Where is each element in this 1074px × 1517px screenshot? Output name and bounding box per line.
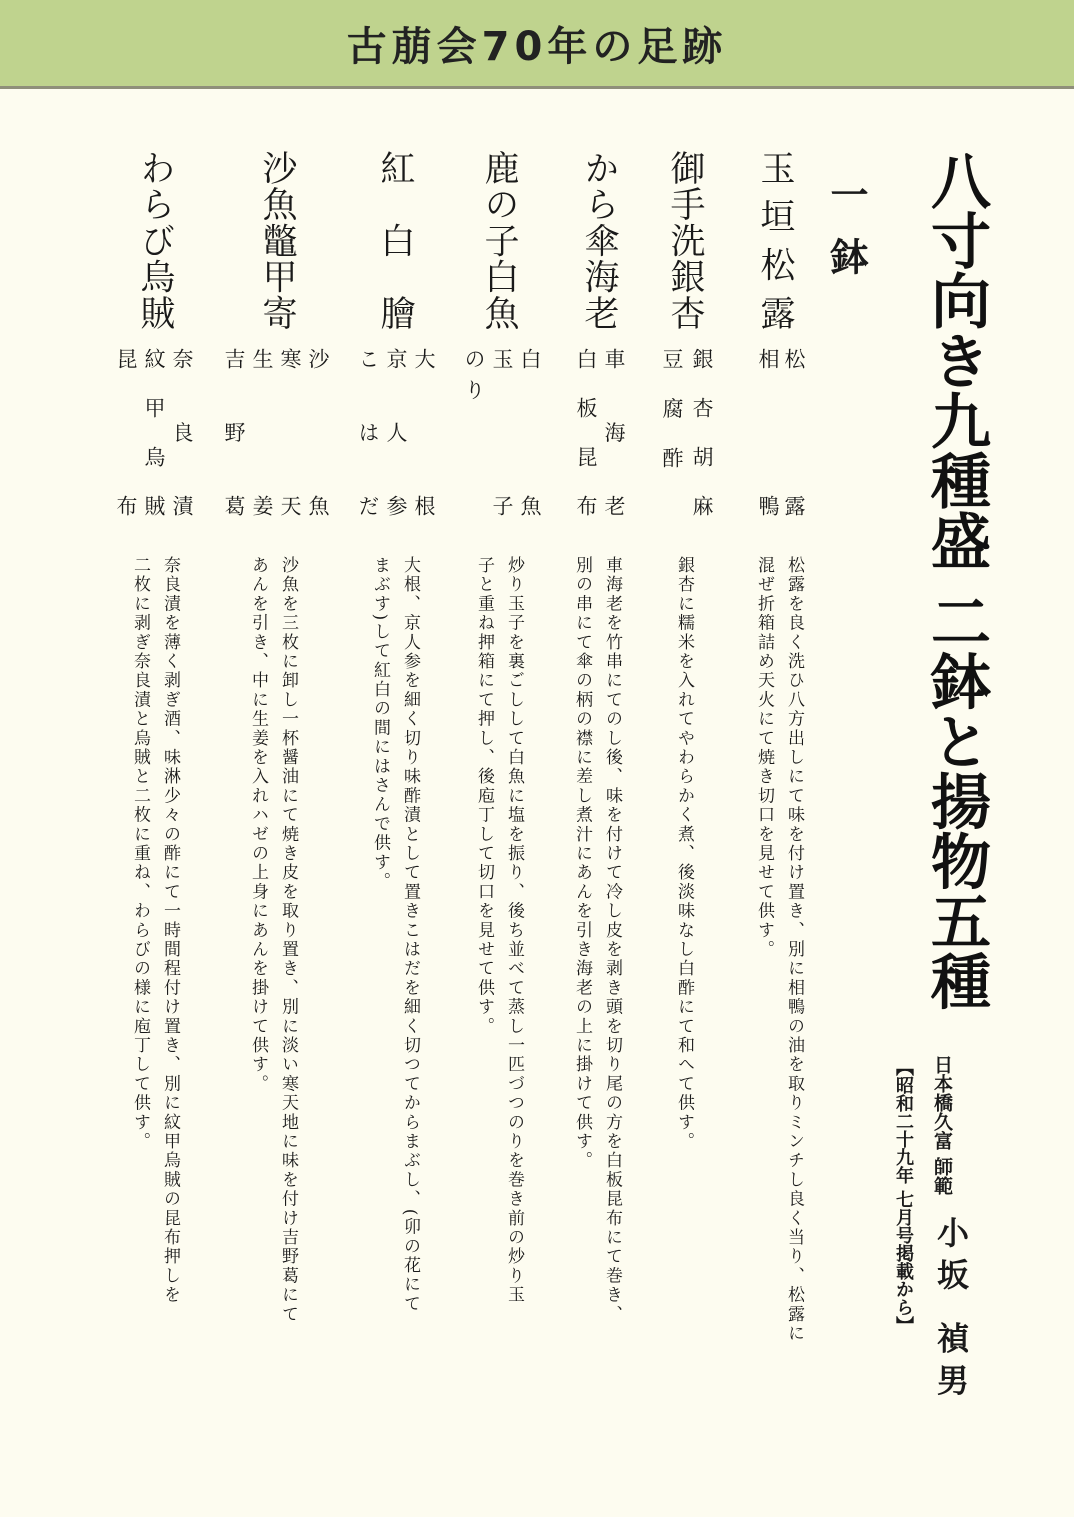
description-line: 松露を良く洗ひ八方出しにて味を付け置き、別に相鴨の油を取りミンチし良く当り、松露に bbox=[784, 556, 804, 1344]
dish-name: 御手洗銀杏 bbox=[665, 150, 705, 330]
ingredient: 紋甲烏賊 bbox=[142, 348, 166, 516]
dish-name: 玉垣松露 bbox=[755, 150, 795, 330]
ingredient: こはだ bbox=[356, 348, 380, 516]
dish-name: 沙魚鼈甲寄 bbox=[257, 150, 297, 330]
author-role: 日本橋久富 師範 bbox=[931, 1055, 953, 1195]
description-line: 炒り玉子を裏ごしして白魚に塩を振り、後ち並べて蒸し一匹づつのりを巻き前の炒り玉 bbox=[504, 556, 524, 1305]
banner-title: 古萠会70年の足跡 bbox=[346, 23, 728, 70]
description-line: 別の串にて傘の柄の襟に差し煮汁にあんを引き海老の上に掛けて供す。 bbox=[572, 556, 592, 1171]
ingredient: 相鴨 bbox=[756, 348, 780, 516]
dish-name: わらび烏賊 bbox=[135, 150, 175, 330]
ingredient: 銀杏胡麻 bbox=[690, 348, 714, 516]
description-line: 沙魚を三枚に卸し一杯醤油にて焼き皮を取り置き、別に淡い寒天地に味を付け吉野葛にて bbox=[278, 556, 298, 1324]
ingredient: 玉子 bbox=[490, 348, 514, 516]
ingredient: 沙魚 bbox=[306, 348, 330, 516]
ingredient: 吉野葛 bbox=[222, 348, 246, 516]
description-line: 車海老を竹串にてのし後、味を付けて冷し皮を剥き頭を切り尾の方を白板昆布にて巻き、 bbox=[602, 556, 622, 1324]
description-line: 混ぜ折箱詰め天火にて焼き切口を見せて供す。 bbox=[754, 556, 774, 960]
ingredient: 白板昆布 bbox=[574, 348, 598, 516]
description-line: まぶす)して紅白の間にはさんで供す。 bbox=[370, 556, 390, 892]
dish-name: から傘海老 bbox=[579, 150, 619, 330]
description-line: 銀杏に糯米を入れてやわらかく煮、後淡味なし白酢にて和へて供す。 bbox=[674, 556, 694, 1152]
source-note: 【昭和二十九年 七月号掲載から】 bbox=[893, 1058, 914, 1335]
ingredient: 奈良漬 bbox=[170, 348, 194, 516]
dish-name: 鹿の子白魚 bbox=[479, 150, 519, 330]
ingredient: 生姜 bbox=[250, 348, 274, 516]
description-line: 二枚に剥ぎ奈良漬と烏賊と二枚に重ね、わらびの様に庖丁して供す。 bbox=[130, 556, 150, 1152]
ingredient: 白魚 bbox=[518, 348, 542, 516]
ingredient: 昆布 bbox=[114, 348, 138, 516]
ingredient: 車海老 bbox=[602, 348, 626, 516]
dish-name: 紅白膾 bbox=[375, 150, 415, 330]
author-name: 小坂 禎男 bbox=[932, 1216, 970, 1406]
description-line: 奈良漬を薄く剥ぎ酒、味淋少々の酢にて一時間程付け置き、別に紋甲烏賊の昆布押しを bbox=[160, 556, 180, 1305]
description-line: 大根、京人参を細く切り味酢漬として置きこはだを細く切つてからまぶし、(卯の花にて bbox=[400, 556, 420, 1314]
article-title: 八寸向き九種盛 二鉢と揚物五種 bbox=[921, 150, 991, 1011]
description-line: あんを引き、中に生姜を入れハゼの上身にあんを掛けて供す。 bbox=[248, 556, 268, 1094]
description-line: 子と重ね押箱にて押し、後庖丁して切口を見せて供す。 bbox=[474, 556, 494, 1036]
ingredient: 寒天 bbox=[278, 348, 302, 516]
ingredient: 京人参 bbox=[384, 348, 408, 516]
section-heading: 一鉢 bbox=[824, 175, 869, 299]
ingredient: 大根 bbox=[412, 348, 436, 516]
header-banner bbox=[0, 0, 1074, 89]
ingredient: 松露 bbox=[782, 348, 806, 516]
ingredient: 豆腐酢 bbox=[660, 348, 684, 468]
ingredient: のり bbox=[462, 348, 486, 400]
